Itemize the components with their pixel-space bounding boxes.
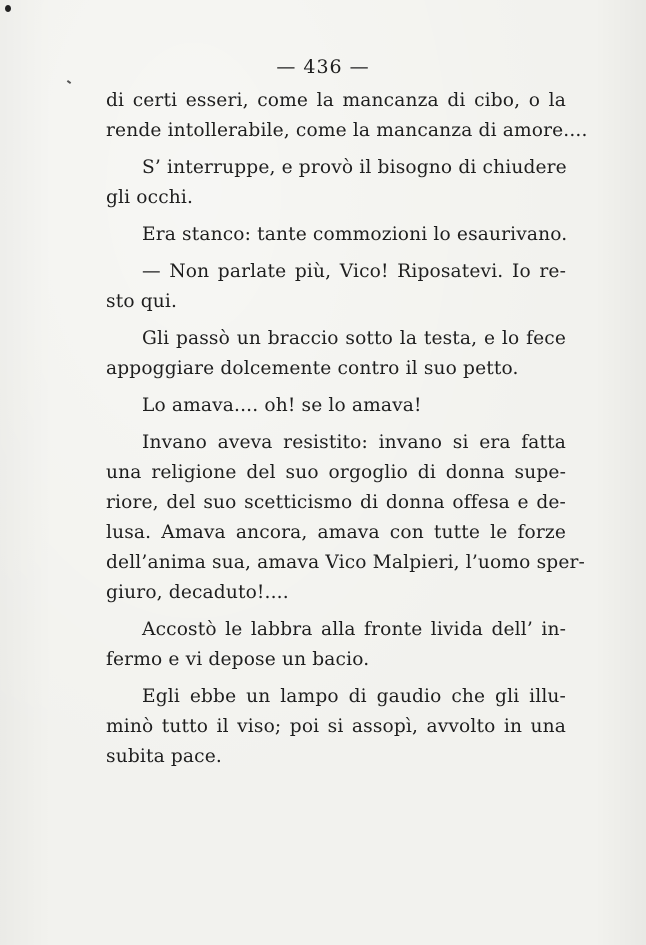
text-line: Era stanco: tante commozioni lo esaurivano. — [142, 224, 568, 245]
text-line: — Non parlate più, Vico! Riposatevi. Io re- — [142, 261, 566, 282]
text-line: Lo amava.... oh! se lo amava! — [142, 395, 422, 416]
text-line: minò tutto il viso; poi si assopì, avvolto in una — [106, 716, 566, 737]
text-line: sto qui. — [106, 291, 178, 312]
text-line: di certi esseri, come la mancanza di cibo, o la — [106, 90, 566, 111]
text-line: Gli passò un braccio sotto la testa, e lo fece — [142, 328, 566, 349]
text-line: Egli ebbe un lampo di gaudio che gli illu- — [142, 686, 566, 707]
text-line: Accostò le labbra alla fronte livida dell’ in- — [142, 619, 566, 640]
text-line: giuro, decaduto!.... — [106, 582, 289, 603]
text-line: Invano aveva resistito: invano si era fatta — [142, 432, 566, 453]
text-line: una religione del suo orgoglio di donna supe- — [106, 462, 566, 483]
body-text — [106, 86, 588, 772]
ink-mark — [67, 80, 71, 84]
ink-speck — [5, 5, 11, 12]
page-number: — 436 — — [276, 56, 370, 78]
text-line: fermo e vi depose un bacio. — [106, 649, 370, 670]
text-line: appoggiare dolcemente contro il suo petto. — [106, 358, 519, 379]
text-line: lusa. Amava ancora, amava con tutte le forze — [106, 522, 566, 543]
text-line: gli occhi. — [106, 187, 194, 208]
text-line: S’ interruppe, e provò il bisogno di chiudere — [142, 157, 567, 178]
text-line: subita pace. — [106, 746, 222, 767]
text-line: riore, del suo scetticismo di donna offesa e de- — [106, 492, 566, 513]
text-line: rende intollerabile, come la mancanza di amore.... — [106, 120, 588, 141]
text-line: dell’anima sua, amava Vico Malpieri, l’uomo sper- — [106, 552, 585, 573]
